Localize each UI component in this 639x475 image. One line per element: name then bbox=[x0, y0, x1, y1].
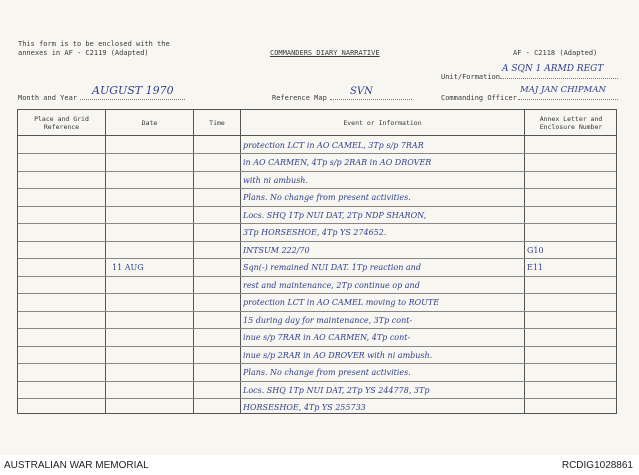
event-entry: 3Tp HORSESHOE, 4Tp YS 274652. bbox=[243, 228, 387, 237]
row-line bbox=[18, 258, 616, 259]
co-value: MAJ JAN CHIPMAN bbox=[520, 85, 606, 95]
unit-underline bbox=[500, 78, 618, 79]
row-line bbox=[18, 171, 616, 172]
event-entry: with ni ambush. bbox=[243, 176, 308, 185]
row-line bbox=[18, 188, 616, 189]
header-annex: Annex Letter and Enclosure Number bbox=[539, 114, 603, 131]
event-entry: 15 during day for maintenance, 3Tp cont- bbox=[243, 316, 413, 325]
row-line bbox=[18, 223, 616, 224]
event-entry: protection LCT in AO CAMEL moving to ROUTE bbox=[243, 298, 440, 307]
month-value: AUGUST 1970 bbox=[92, 84, 174, 97]
row-line bbox=[18, 241, 616, 242]
month-underline bbox=[80, 99, 185, 100]
column-divider bbox=[524, 110, 525, 413]
row-line bbox=[18, 293, 616, 294]
co-label: Commanding Officer bbox=[441, 94, 517, 102]
event-entry: in AO CARMEN, 4Tp s/p 2RAR in AO DROVER bbox=[243, 158, 432, 167]
event-entry: rest and maintenance, 2Tp continue op and bbox=[243, 281, 420, 290]
column-divider bbox=[193, 110, 194, 413]
event-entry: inue s/p 2RAR in AO DROVER with ni ambush. bbox=[243, 351, 433, 360]
refmap-underline bbox=[330, 99, 412, 100]
header-place: Place and Grid Reference bbox=[34, 114, 89, 131]
date-entry: 11 AUG bbox=[112, 263, 144, 272]
instruction-line-2: annexes in AF - C2119 (Adapted) bbox=[18, 49, 149, 57]
row-line bbox=[18, 153, 616, 154]
row-line bbox=[18, 398, 616, 399]
archive-record-id: RCDIG1028861 bbox=[561, 460, 633, 471]
header-date: Date bbox=[141, 118, 158, 127]
event-entry: inue s/p 7RAR in AO CARMEN, 4Tp cont- bbox=[243, 333, 411, 342]
refmap-label: Reference Map bbox=[272, 94, 327, 102]
form-title: COMMANDERS DIARY NARRATIVE bbox=[270, 49, 380, 57]
event-entry: protection LCT in AO CAMEL, 3Tp s/p 7RAR bbox=[243, 141, 424, 150]
row-line bbox=[18, 363, 616, 364]
row-line bbox=[18, 346, 616, 347]
unit-label: Unit/Formation bbox=[441, 73, 501, 81]
row-line bbox=[18, 276, 616, 277]
instruction-line-1: This form is to be enclosed with the bbox=[18, 40, 170, 48]
month-label: Month and Year bbox=[18, 94, 78, 102]
annex-entry: G10 bbox=[527, 246, 544, 255]
event-entry: Sqn(-) remained NUI DAT. 1Tp reaction and bbox=[243, 263, 421, 272]
event-entry: Locs. SHQ 1Tp NUI DAT, 2Tp YS 244778, 3Tp bbox=[243, 386, 430, 395]
archive-footer bbox=[0, 455, 639, 474]
row-line bbox=[18, 206, 616, 207]
header-time: Time bbox=[209, 118, 225, 127]
header-event: Event or Information bbox=[343, 118, 422, 127]
refmap-value: SVN bbox=[350, 86, 373, 97]
event-entry: Locs. SHQ 1Tp NUI DAT, 2Tp NDP SHARON, bbox=[243, 211, 427, 220]
event-entry: INTSUM 222/70 bbox=[243, 246, 310, 255]
row-line bbox=[18, 328, 616, 329]
form-code: AF - C2118 (Adapted) bbox=[513, 49, 598, 57]
header-divider bbox=[18, 135, 616, 136]
row-line bbox=[18, 381, 616, 382]
annex-entry: E11 bbox=[527, 263, 544, 272]
column-divider bbox=[105, 110, 106, 413]
column-divider bbox=[240, 110, 241, 413]
event-entry: Plans. No change from present activities. bbox=[243, 368, 411, 377]
archive-name: AUSTRALIAN WAR MEMORIAL bbox=[4, 460, 149, 471]
row-line bbox=[18, 311, 616, 312]
co-underline bbox=[518, 99, 618, 100]
event-entry: Plans. No change from present activities. bbox=[243, 193, 411, 202]
event-entry: HORSESHOE, 4Tp YS 255733 bbox=[243, 403, 366, 412]
unit-value: A SQN 1 ARMD REGT bbox=[502, 64, 604, 74]
